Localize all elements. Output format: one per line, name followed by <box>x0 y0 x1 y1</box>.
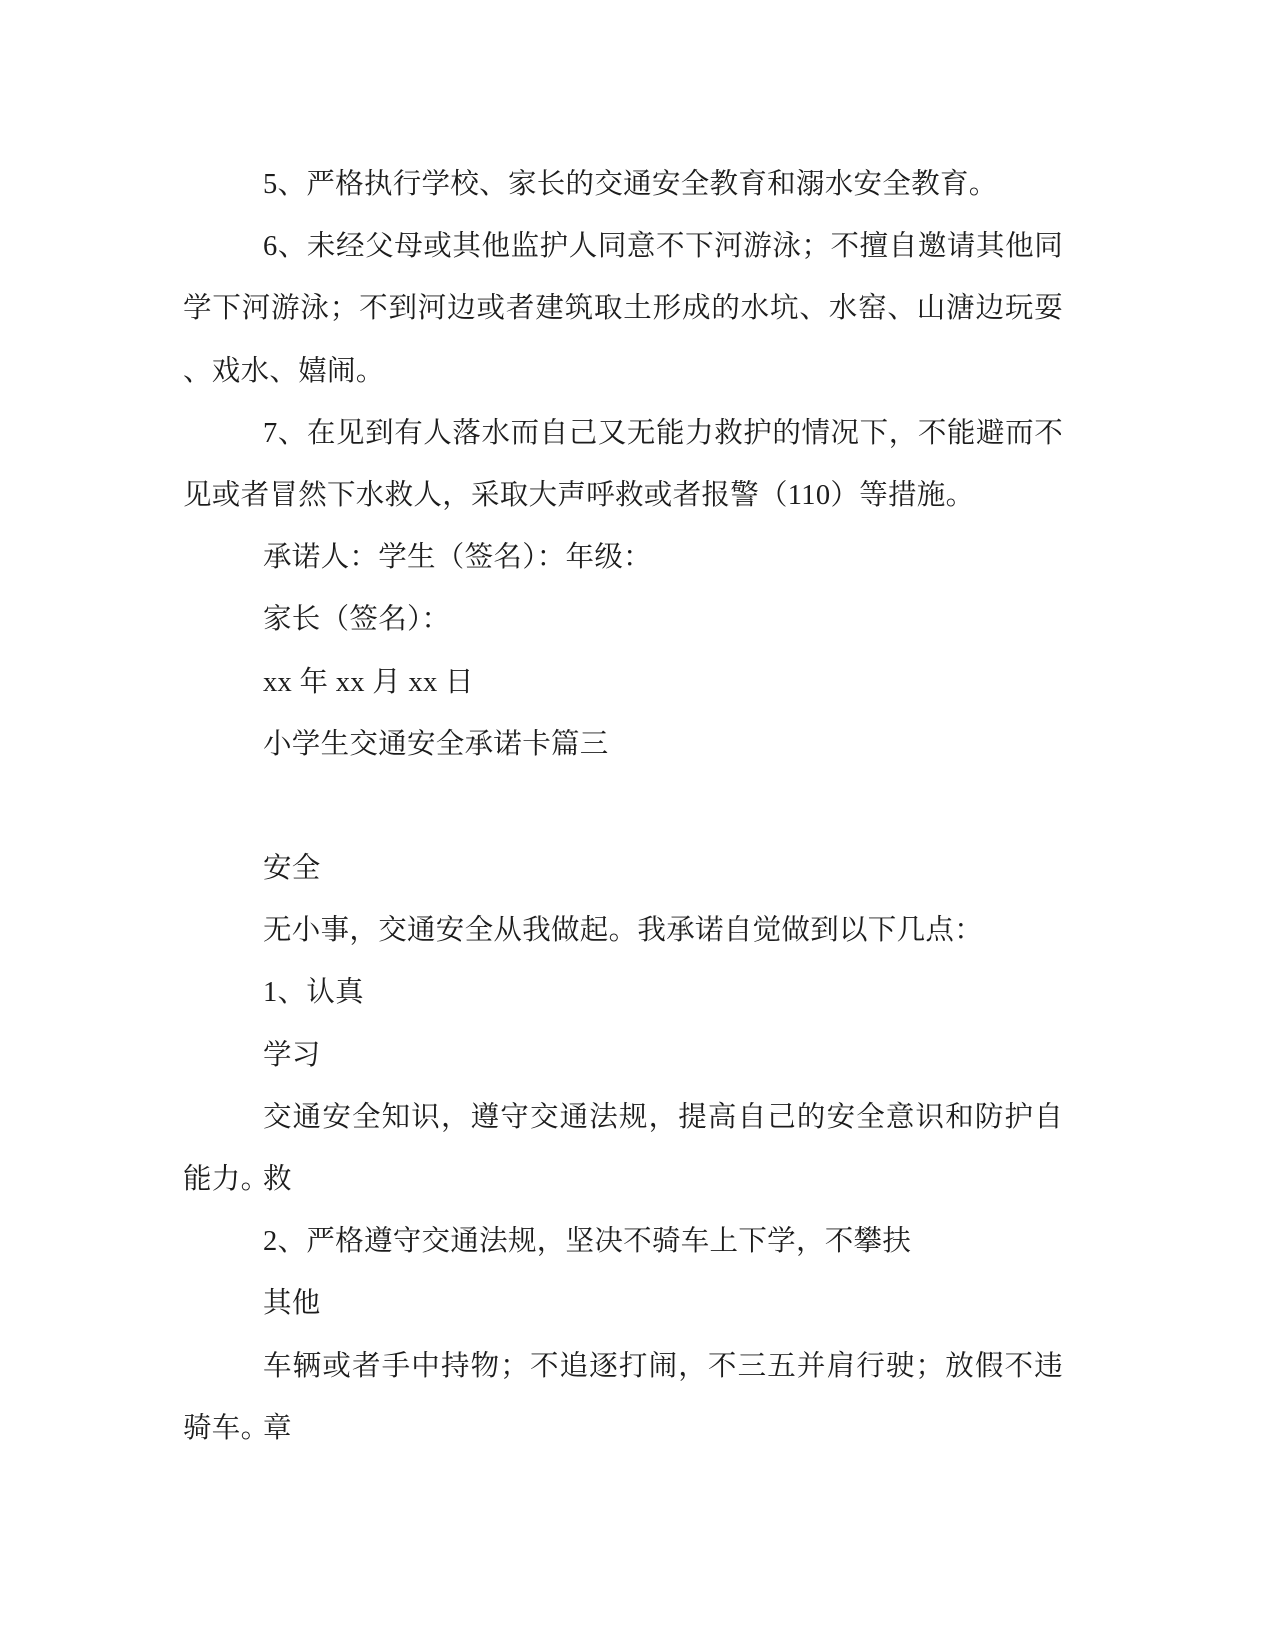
text-line: 7、在见到有人落水而自己又无能力救护的情况下，不能避而不 <box>263 417 1063 449</box>
text-line: 交通安全知识，遵守交通法规，提高自己的安全意识和防护自救 <box>263 1101 1063 1196</box>
text-line: 、戏水、嬉闹。 <box>183 355 385 387</box>
text-line: 车辆或者手中持物；不追逐打闹，不三五并肩行驶；放假不违章 <box>263 1350 1063 1444</box>
text-line: 小学生交通安全承诺卡篇三 <box>263 728 609 760</box>
text-line: 其他 <box>263 1288 321 1320</box>
document-text-block <box>183 154 1063 1460</box>
text-line: 安全 <box>263 853 321 885</box>
text-line: 学下河游泳；不到河边或者建筑取土形成的水坑、水窑、山溏边玩耍 <box>183 293 1063 325</box>
text-line: 无小事，交通安全从我做起。我承诺自觉做到以下几点： <box>263 915 984 947</box>
text-line: 见或者冒然下水救人，采取大声呼救或者报警（110）等措施。 <box>183 479 975 511</box>
text-line: 1、认真 <box>263 977 364 1009</box>
text-line: 学习 <box>263 1039 321 1071</box>
text-line: xx 年 xx 月 xx 日 <box>263 666 474 698</box>
blank-line <box>183 776 1063 838</box>
text-line: 能力。 <box>183 1164 270 1195</box>
text-line: 2、严格遵守交通法规，坚决不骑车上下学，不攀扶 <box>263 1226 912 1258</box>
text-line: 5、严格执行学校、家长的交通安全教育和溺水安全教育。 <box>263 169 998 200</box>
text-line: 家长（签名）： <box>263 604 451 636</box>
text-line: 6、未经父母或其他监护人同意不下河游泳；不擅自邀请其他同 <box>263 231 1063 263</box>
text-line: 承诺人：学生（签名）：年级： <box>263 542 652 574</box>
text-line: 骑车。 <box>183 1412 270 1444</box>
